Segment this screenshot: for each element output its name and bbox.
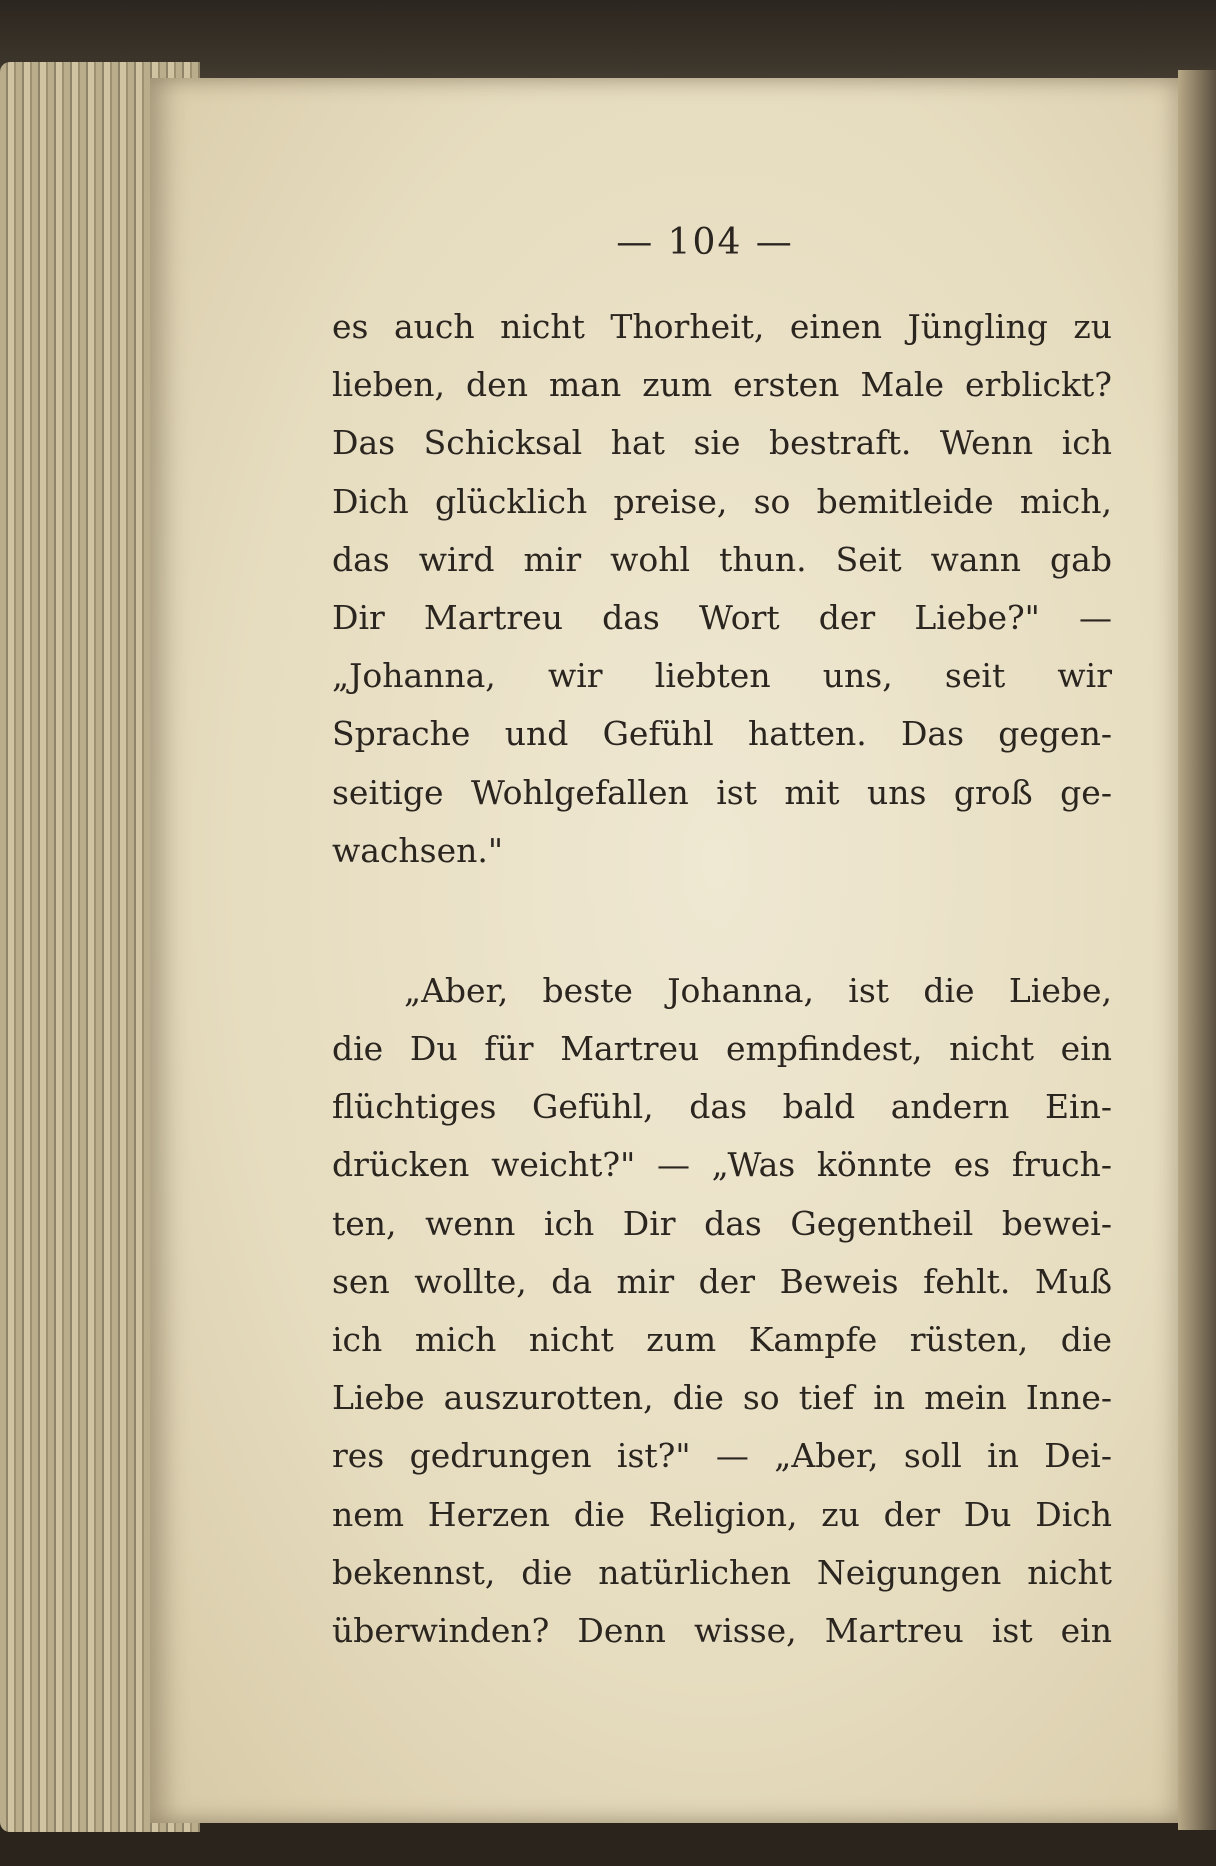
text-line: bekennst, die natürlichen Neigungen nicht (332, 1552, 1112, 1592)
body-text (332, 298, 1112, 1660)
text-line: nem Herzen die Religion, zu der Du Dich (332, 1494, 1112, 1534)
text-line: es auch nicht Thorheit, einen Jüngling zu (332, 307, 1112, 346)
paragraph (332, 298, 1112, 880)
text-line: überwinden? Denn wisse, Martreu ist ein (332, 1610, 1112, 1650)
paragraph-gap (332, 880, 1112, 962)
paragraph (332, 962, 1112, 1660)
text-line: die Du für Martreu empfindest, nicht ein (332, 1029, 1112, 1069)
text-line: seitige Wohlgefallen ist mit uns groß ge- (332, 772, 1112, 812)
text-line: flüchtiges Gefühl, das bald andern Ein- (332, 1087, 1112, 1127)
text-line: ten, wenn ich Dir das Gegentheil bewei- (332, 1203, 1112, 1243)
text-line: „Johanna, wir liebten uns, seit wir (332, 656, 1112, 696)
text-line: Dir Martreu das Wort der Liebe?" — (332, 597, 1112, 637)
page-number: — 104 — (616, 222, 794, 263)
text-line: Sprache und Gefühl hatten. Das gegen- (332, 714, 1112, 754)
text-line: drücken weicht?" — „Was könnte es fruch- (332, 1145, 1112, 1185)
text-line: Das Schicksal hat sie bestraft. Wenn ich (332, 423, 1112, 463)
text-line: das wird mir wohl thun. Seit wann gab (332, 539, 1112, 579)
text-line: Liebe auszurotten, die so tief in mein Inne- (332, 1378, 1112, 1418)
text-line: wachsen." (332, 830, 504, 870)
text-line: lieben, den man zum ersten Male erblickt? (332, 365, 1112, 405)
text-line: ich mich nicht zum Kampfe rüsten, die (332, 1320, 1112, 1359)
text-line: sen wollte, da mir der Beweis fehlt. Muß (332, 1261, 1112, 1301)
gutter-shadow (1178, 70, 1216, 1830)
text-line: Dich glücklich preise, so bemitleide mich, (332, 481, 1112, 521)
text-line: „Aber, beste Johanna, ist die Liebe, (404, 970, 1112, 1010)
text-line: res gedrungen ist?" — „Aber, soll in Dei- (332, 1436, 1112, 1476)
